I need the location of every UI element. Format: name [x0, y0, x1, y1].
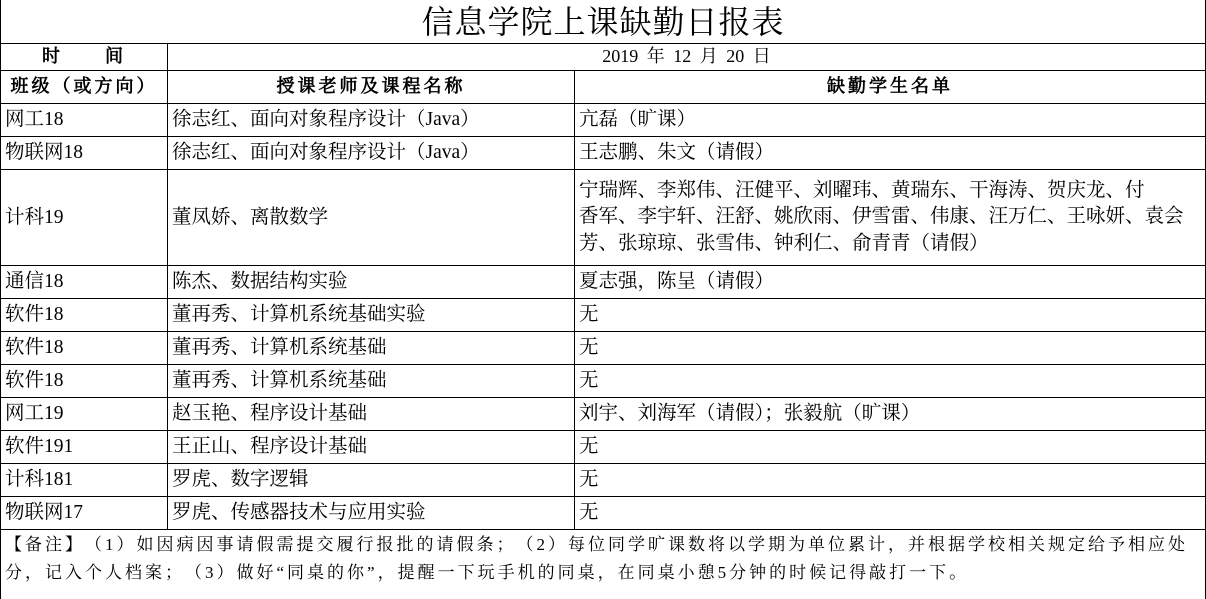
absent-students-cell: 夏志强，陈呈（请假） [575, 266, 1206, 299]
report-title: 信息学院上课缺勤日报表 [0, 0, 1206, 44]
header-class: 班级（或方向） [0, 71, 168, 104]
absent-students-cell: 无 [575, 299, 1206, 332]
absent-students-line: 宁瑞辉、李郑伟、汪健平、刘曜玮、黄瑞东、干海涛、贺庆龙、付 [579, 179, 1145, 201]
teacher-course-cell: 董凤娇、离散数学 [168, 170, 575, 266]
teacher-course-cell: 徐志红、面向对象程序设计（Java） [168, 137, 575, 170]
absent-students-cell: 无 [575, 464, 1206, 497]
class-cell: 软件18 [0, 332, 168, 365]
teacher-course-cell: 罗虎、数字逻辑 [168, 464, 575, 497]
absent-students-cell: 亢磊（旷课） [575, 104, 1206, 137]
report-date: 2019 年 12 月 20 日 [168, 44, 1206, 71]
absent-students-cell: 无 [575, 497, 1206, 530]
absent-students-cell: 王志鹏、朱文（请假） [575, 137, 1206, 170]
teacher-course-cell: 董再秀、计算机系统基础 [168, 365, 575, 398]
class-cell: 计科19 [0, 170, 168, 266]
class-cell: 网工18 [0, 104, 168, 137]
class-cell: 软件18 [0, 299, 168, 332]
class-cell: 物联网18 [0, 137, 168, 170]
teacher-course-cell: 董再秀、计算机系统基础实验 [168, 299, 575, 332]
class-cell: 软件18 [0, 365, 168, 398]
teacher-course-cell: 徐志红、面向对象程序设计（Java） [168, 104, 575, 137]
absent-students-cell [575, 170, 1206, 266]
class-cell: 通信18 [0, 266, 168, 299]
teacher-course-cell: 罗虎、传感器技术与应用实验 [168, 497, 575, 530]
date-label: 时 间 [0, 44, 168, 71]
teacher-course-cell: 王正山、程序设计基础 [168, 431, 575, 464]
absent-students-line: 香军、李宇轩、汪舒、姚欣雨、伊雪雷、伟康、汪万仁、王咏妍、袁会 [579, 206, 1184, 228]
absent-students-cell: 无 [575, 431, 1206, 464]
header-absent-students: 缺勤学生名单 [575, 71, 1206, 104]
absent-students-cell: 无 [575, 332, 1206, 365]
teacher-course-cell: 陈杰、数据结构实验 [168, 266, 575, 299]
class-cell: 计科181 [0, 464, 168, 497]
header-teacher-course: 授课老师及课程名称 [168, 71, 575, 104]
teacher-course-cell: 赵玉艳、程序设计基础 [168, 398, 575, 431]
class-cell: 网工19 [0, 398, 168, 431]
teacher-course-cell: 董再秀、计算机系统基础 [168, 332, 575, 365]
notes-cell: 【备注】（1）如因病因事请假需提交履行报批的请假条；（2）每位同学旷课数将以学期为单位累计，并根据学校相关规定给予相应处分，记入个人档案；（3）做好“同桌的你”，提醒一下玩手机的同桌，在同桌小憩5分钟的时候记得敲打一下。 [0, 530, 1206, 599]
absent-students-cell: 刘宇、刘海军（请假）；张毅航（旷课） [575, 398, 1206, 431]
absent-students-cell: 无 [575, 365, 1206, 398]
class-cell: 物联网17 [0, 497, 168, 530]
absent-students-line: 芳、张琼琼、张雪伟、钟利仁、俞青青（请假） [579, 232, 989, 254]
class-cell: 软件191 [0, 431, 168, 464]
